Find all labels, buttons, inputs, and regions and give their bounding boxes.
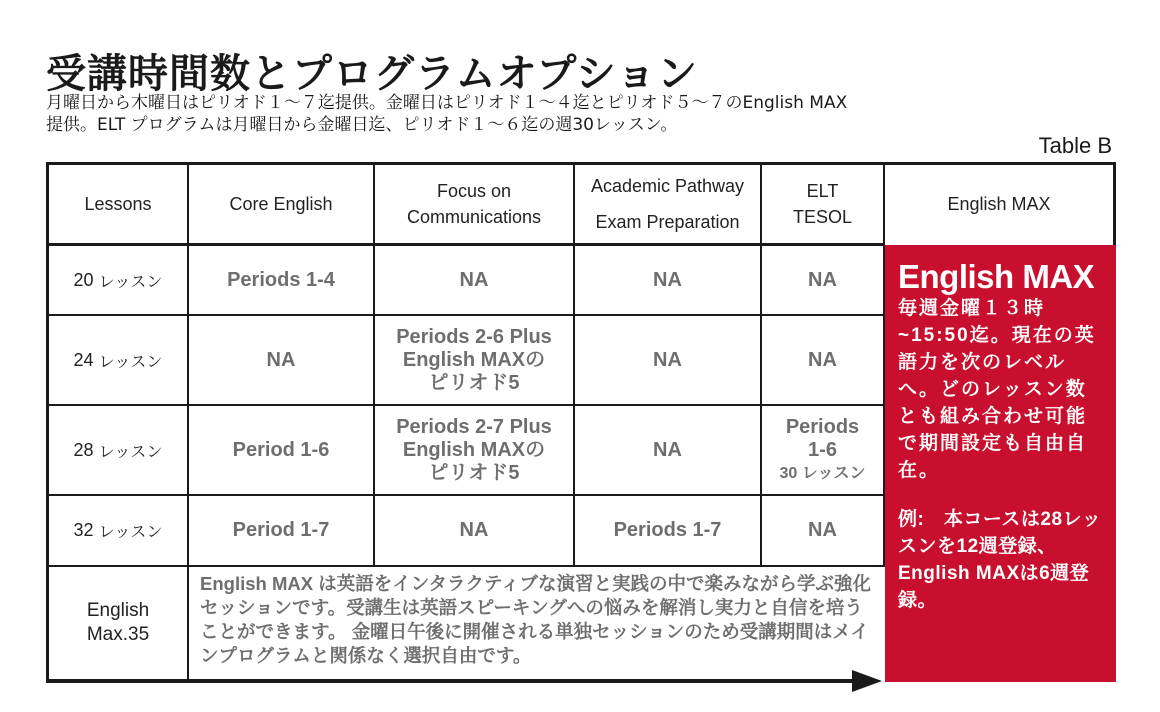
english-max-callout-title: English MAX	[898, 258, 1095, 295]
row-2-academic-text: NA	[653, 348, 682, 371]
row-1-focus	[375, 246, 573, 314]
row-2-focus	[375, 316, 573, 404]
row-3-focus-line-1: Periods 2-7 Plus	[396, 415, 552, 438]
row-3-elt-line-3: 30 レッスン	[779, 464, 866, 482]
row-3-elt-line-1: Periods	[785, 415, 860, 438]
row-4-lessons-num: 32	[73, 520, 94, 540]
header-academic-line-1: Academic Pathway	[590, 176, 745, 196]
row-2-lessons	[49, 316, 187, 404]
page-subtitle	[46, 92, 1046, 136]
page-title: 受講時間数とプログラムオプション	[46, 51, 698, 97]
header-focus-line-1: Focus on	[436, 181, 512, 201]
row-2-core-text: NA	[266, 348, 296, 371]
timeline-arrow-line	[46, 679, 861, 683]
header-lessons-text: Lessons	[84, 194, 152, 214]
row-2-elt	[762, 316, 883, 404]
row-4-core-text: Period 1-7	[232, 519, 330, 541]
row-3-academic	[575, 406, 760, 494]
max-row-label	[49, 567, 187, 679]
row-4-lessons-unit: レッスン	[98, 524, 163, 541]
row-1-academic	[575, 246, 760, 314]
row-3-core	[189, 406, 373, 494]
row-1-core	[189, 246, 373, 314]
subtitle-line-1: 月曜日から木曜日はピリオド１～７迄提供。金曜日はピリオド１～４迄とピリオド５～７のEnglish MAX	[46, 93, 848, 113]
row-4-academic	[575, 496, 760, 565]
header-core-english-text: Core English	[229, 194, 333, 214]
row-3-focus-line-3: ピリオド5	[428, 461, 520, 484]
header-elt-line-1: ELT	[806, 181, 839, 201]
row-1-lessons	[49, 246, 187, 314]
max-row-label-line-1: English	[86, 600, 150, 621]
row-1-lessons-num: 20	[73, 269, 94, 290]
arrow-right-icon	[852, 670, 882, 692]
row-3-academic-text: NA	[653, 438, 682, 461]
header-english-max	[885, 165, 1113, 243]
row-1-focus-text: NA	[459, 268, 489, 291]
english-max-callout	[885, 245, 1116, 682]
row-2-academic	[575, 316, 760, 404]
row-3-focus-line-2: English MAXの	[402, 438, 546, 461]
row-2-focus-line-3: ピリオド5	[428, 371, 520, 394]
row-4-lessons	[49, 496, 187, 565]
english-max-callout-example: 例: 本コースは28レッスンを12週登録、 English MAXは6週登録。	[898, 509, 1102, 611]
row-4-core	[189, 496, 373, 565]
row-4-elt	[762, 496, 883, 565]
row-3-lessons	[49, 406, 187, 494]
row-2-focus-line-2: English MAXの	[402, 348, 546, 371]
header-academic	[575, 165, 760, 243]
header-focus	[375, 165, 573, 243]
header-focus-line-2: Communications	[406, 207, 542, 227]
row-4-academic-text: Periods 1-7	[613, 519, 722, 541]
subtitle-line-2: 提供。ELT プログラムは月曜日から金曜日迄、ピリオド１～６迄の週30レッスン。	[46, 115, 678, 135]
row-3-elt-line-2: 1-6	[808, 438, 837, 461]
max-row-description: English MAX は英語をインタラクティブな演習と実践の中で楽みながら学ぶ強化セッションです。受講生は英語スピーキングへの悩みを解消し実力と自信を培うことができます。 金曜日午後に開催される単独セッションのため受講期間はメインプログラムと関係なく選択自由です。	[200, 573, 871, 666]
row-2-core	[189, 316, 373, 404]
row-3-lessons-num: 28	[73, 439, 94, 460]
row-2-focus-line-1: Periods 2-6 Plus	[396, 325, 552, 348]
row-1-elt-text: NA	[808, 268, 837, 291]
row-4-elt-text: NA	[808, 519, 837, 541]
table-border-right	[1113, 162, 1116, 245]
max-row-label-line-2: Max.35	[86, 624, 150, 645]
row-3-core-text: Period 1-6	[232, 438, 330, 461]
header-elt-line-2: TESOL	[792, 207, 853, 227]
row-1-academic-text: NA	[653, 268, 682, 291]
row-2-lessons-num: 24	[73, 349, 94, 370]
row-2-elt-text: NA	[808, 348, 837, 371]
row-4-focus	[375, 496, 573, 565]
row-3-elt	[762, 406, 883, 494]
header-lessons	[49, 165, 187, 243]
row-1-elt	[762, 246, 883, 314]
row-3-focus	[375, 406, 573, 494]
header-english-max-text: English MAX	[947, 194, 1051, 214]
header-core-english	[189, 165, 373, 243]
row-1-core-text: Periods 1-4	[227, 268, 335, 291]
table-label: Table B	[1038, 133, 1112, 158]
header-elt	[762, 165, 883, 243]
row-1-lessons-unit: レッスン	[98, 273, 163, 291]
english-max-callout-body: 毎週金曜１３時~15:50迄。現在の英語力を次のレベルへ。どのレッスン数とも組み合わせ可能で期間設定も自由自在。	[898, 298, 1096, 481]
row-4-focus-text: NA	[459, 519, 489, 541]
header-academic-line-2: Exam Preparation	[595, 212, 740, 232]
row-3-lessons-unit: レッスン	[98, 443, 163, 461]
row-2-lessons-unit: レッスン	[98, 353, 163, 371]
